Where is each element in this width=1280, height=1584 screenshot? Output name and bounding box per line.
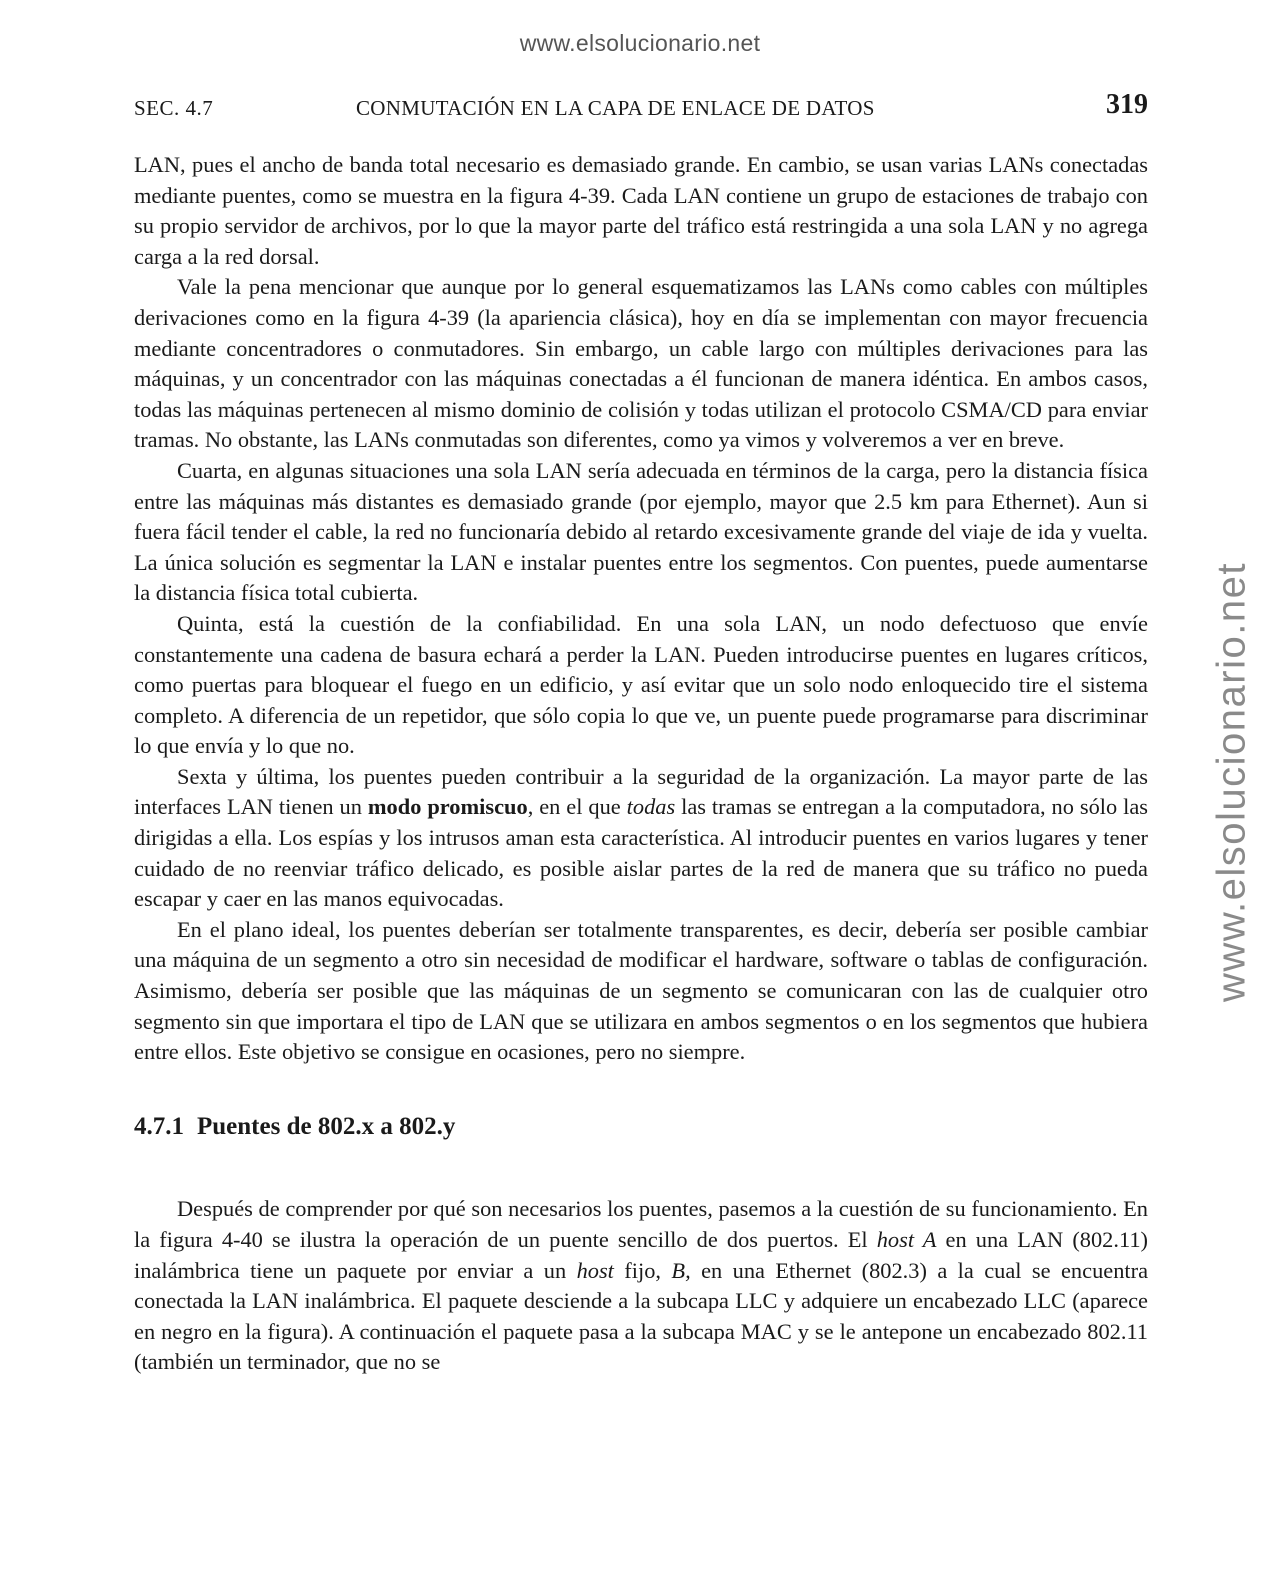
- paragraph-1: LAN, pues el ancho de banda total necesario es demasiado grande. En cambio, se usan varias LANs conectadas mediante puentes, como se muestra en la figura 4-39. Cada LAN contiene un grupo de estaciones de trabajo con su propio servidor de archivos, por lo que la mayor parte del tráfico está restringida a una sola LAN y no agrega carga a la red dorsal.: [134, 152, 1148, 269]
- paragraph-5: [134, 762, 1148, 915]
- paragraph-3: Cuarta, en algunas situaciones una sola LAN sería adecuada en términos de la carga, pero la distancia física entre las máquinas más distantes es demasiado grande (por ejemplo, mayor que 2.5 km para Ethernet). Aun si fuera fácil tender el cable, la red no funcionaría debido al retardo excesivamente grande del viaje de ida y vuelta. La única solución es segmentar la LAN e instalar puentes entre los segmentos. Con puentes, puede aumentarse la distancia física total cubierta.: [134, 457, 1148, 606]
- emphasis-host-a: host A: [876, 1227, 937, 1252]
- section-number: 4.7.1: [134, 1112, 184, 1140]
- page-number: 319: [1106, 89, 1148, 120]
- paragraph-7-text-b: en una LAN (802.11) inalámbrica tiene un paquete por enviar a un: [134, 1227, 1148, 1283]
- paragraph-7-text-c: fijo,: [613, 1257, 672, 1283]
- header-title: CONMUTACIÓN EN LA CAPA DE ENLACE DE DATOS: [356, 96, 875, 120]
- watermark-url-top: www.elsolucionario.net: [519, 30, 761, 56]
- paragraph-7-text-d: en una Ethernet (802.3) a la cual se encuentra conectada la LAN inalámbrica. El paquete desciende a la subcapa LLC y adquiere un encabezado LLC (aparece en negro en la figura). A continuación el paquete pasa a la subcapa MAC y se le antepone un encabezado 802.11 (también un terminador, que no se: [134, 1257, 1149, 1375]
- paragraph-4: Quinta, está la cuestión de la confiabilidad. En una sola LAN, un nodo defectuoso que envíe constantemente una cadena de basura echará a perder la LAN. Pueden introducirse puentes en lugares críticos, como puertas para bloquear el fuego en un edificio, y así evitar que un solo nodo enloquecido tire el sistema completo. A diferencia de un repetidor, que sólo copia lo que ve, un puente puede programarse para discriminar lo que envía y lo que no.: [134, 610, 1148, 759]
- paragraph-2: Vale la pena mencionar que aunque por lo general esquematizamos las LANs como cables con múltiples derivaciones como en la figura 4-39 (la apariencia clásica), hoy en día se implementan con mayor frecuencia mediante concentradores o conmutadores. Sin embargo, un cable largo con múltiples derivaciones para las máquinas, y un concentrador con las máquinas conectadas a él funcionan de manera idéntica. En ambos casos, todas las máquinas pertenecen al mismo dominio de colisión y todas utilizan el protocolo CSMA/CD para enviar tramas. No obstante, las LANs conmutadas son diferentes, como ya vimos y volveremos a ver en breve.: [134, 274, 1148, 453]
- paragraph-5-text-a: Sexta y última, los puentes pueden contribuir a la seguridad de la organización. La mayor parte de las interfaces LAN tienen un: [134, 763, 1148, 820]
- paragraph-5-text-b: , en el que: [527, 794, 627, 820]
- watermark-url-side: www.elsolucionario.net: [1209, 562, 1254, 1002]
- emphasis-b: B,: [671, 1257, 691, 1283]
- header-section: SEC. 4.7: [134, 96, 214, 120]
- emphasis-host: host: [576, 1257, 614, 1283]
- emphasis-todas: todas: [626, 794, 676, 820]
- paragraph-6: En el plano ideal, los puentes deberían ser totalmente transparentes, es decir, debería ser posible cambiar una máquina de un segmento a otro sin necesidad de modificar el hardware, software o tablas de configuración. Asimismo, debería ser posible que las máquinas de un segmento se comunicaran con las de cualquier otro segmento sin que importara el tipo de LAN que se utilizara en ambos segmentos o en los segmentos que hubiera entre ellos. Este objetivo se consigue en ocasiones, pero no siempre.: [134, 916, 1148, 1065]
- running-header: [134, 89, 1148, 124]
- paragraph-7-text-a: Después de comprender por qué son necesarios los puentes, pasemos a la cuestión de su funcionamiento. En la figura 4-40 se ilustra la operación de un puente sencillo de dos puertos. El: [134, 1196, 1148, 1252]
- paragraph-5-text-c: las tramas se entregan a la computadora, no sólo las dirigidas a ella. Los espías y los intrusos aman esta característica. Al introducir puentes en varios lugares y tener cuidado de no reenviar tráfico delicado, es posible aislar partes de la red de manera que su tráfico no pueda escapar y caer en las manos equivocadas.: [134, 794, 1149, 912]
- section-heading: [134, 1112, 1148, 1143]
- paragraph-7: [134, 1194, 1148, 1378]
- term-modo-promiscuo: modo promiscuo: [367, 794, 528, 820]
- body-text: [134, 150, 1148, 1378]
- section-title: Puentes de 802.x a 802.y: [197, 1112, 456, 1140]
